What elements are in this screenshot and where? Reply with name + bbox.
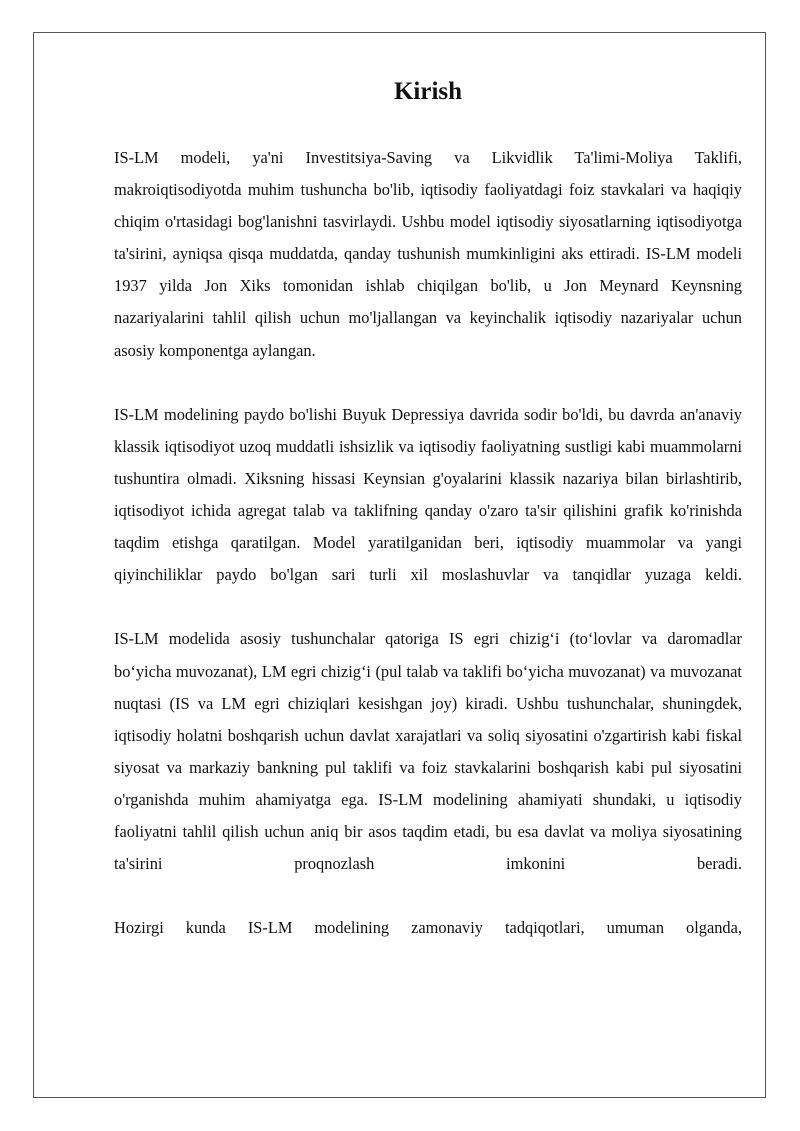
paragraph-history: IS-LM modelining paydo bo'lishi Buyuk Depressiya davrida sodir bo'ldi, bu davrda an'anaviy klassik iqtisodiyot uzoq muddatli ishsizlik va iqtisodiy faoliyatning sustligi kabi muammolarni tushuntira olmadi. Xiksning hissasi Keynsian g'oyalarini klassik nazariya bilan birlashtirib, iqtisodiyot ichida agregat talab va taklifning qanday o'zaro ta'sir qilishini grafik ko'rinishda taqdim etishga qaratilgan. Model yaratilganidan beri, iqtisodiy muammolar va yangi qiyinchiliklar paydo bo'lgan sari turli xil moslashuvlar va tanqidlar yuzaga keldi. (114, 404, 742, 585)
page-title: Kirish (393, 78, 463, 105)
paragraph-intro: IS-LM modeli, ya'ni Investitsiya-Saving va Likvidlik Ta'limi-Moliya Taklifi, makroiqtisodiyotda muhim tushuncha bo'lib, iqtisodiy faoliyatdagi foiz stavkalari va haqiqiy chiqim o'rtasidagi bog'lanishni tasvirlaydi. Ushbu model iqtisodiy siyosatlarning iqtisodiyotga ta'sirini, ayniqsa qisqa muddatda, qanday tushunish mumkinligini aks ettiradi. IS-LM modeli 1937 yilda Jon Xiks tomonidan ishlab chiqilgan bo'lib, u Jon Meynard Keynsning nazariyalarini tahlil qilish uchun mo'ljallangan va keyinchalik iqtisodiy nazariyalar uchun asosiy komponentga aylangan. (114, 148, 742, 360)
document-body (114, 142, 742, 976)
paragraph-modern: Hozirgi kunda IS-LM modelining zamonaviy tadqiqotlari, umuman olganda, (114, 918, 742, 938)
paragraph-concepts: IS-LM modelida asosiy tushunchalar qatoriga IS egri chizig‘i (to‘lovlar va daromadlar bo‘yicha muvozanat), LM egri chizig‘i (pul talab va taklifi bo‘yicha muvozanat) va muvozanat nuqtasi (IS va LM egri chiziqlari kesishgan joy) kiradi. Ushbu tushunchalar, shuningdek, iqtisodiy holatni boshqarish uchun davlat xarajatlari va soliq siyosatini o'zgartirish kabi fiskal siyosat va markaziy bankning pul taklifi va foiz stavkalarini boshqarish kabi pul siyosatini o'rganishda muhim ahamiyatga ega. IS-LM modelining ahamiyati shundaki, u iqtisodiy faoliyatni tahlil qilish uchun aniq bir asos taqdim etadi, bu esa davlat va moliya siyosatining ta'sirini proqnozlash imkonini beradi. (114, 629, 742, 874)
